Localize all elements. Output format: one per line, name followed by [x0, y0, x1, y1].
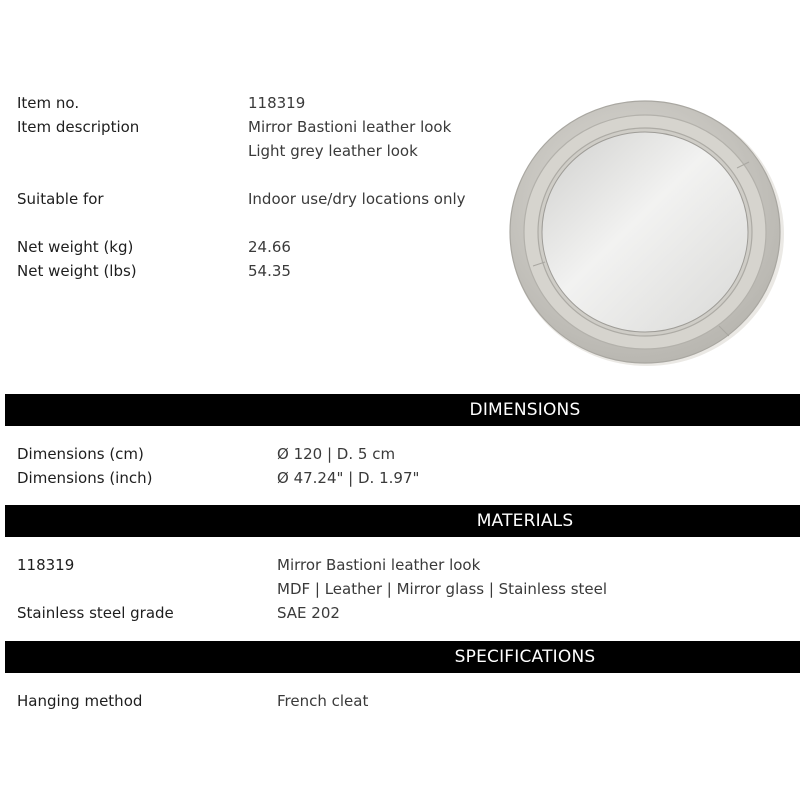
- materials-title: MATERIALS: [476, 511, 574, 531]
- materials-item-line1: Mirror Bastioni leather look: [277, 556, 481, 574]
- materials-item-label: 118319: [17, 556, 75, 574]
- item-description-line1: Mirror Bastioni leather look: [248, 118, 452, 136]
- materials-item-line2: MDF | Leather | Mirror glass | Stainless steel: [277, 580, 608, 598]
- suitable-for-value: Indoor use/dry locations only: [248, 190, 466, 208]
- dimensions-header-bar: [5, 394, 800, 426]
- materials-header-bar: [5, 505, 800, 537]
- specifications-header-bar: [5, 641, 800, 673]
- stainless-steel-grade-label: Stainless steel grade: [17, 604, 174, 622]
- specifications-title: SPECIFICATIONS: [454, 647, 596, 667]
- item-description-label: Item description: [17, 118, 140, 136]
- item-description-line2: Light grey leather look: [248, 142, 418, 160]
- net-weight-lbs-value: 54.35: [248, 262, 291, 280]
- dimensions-cm-label: Dimensions (cm): [17, 445, 144, 463]
- stainless-steel-grade-value: SAE 202: [277, 604, 340, 622]
- dimensions-inch-value: Ø 47.24" | D. 1.97": [277, 469, 420, 487]
- mirror-product-image: [505, 98, 785, 368]
- net-weight-kg-label: Net weight (kg): [17, 238, 134, 256]
- dimensions-title: DIMENSIONS: [469, 400, 581, 420]
- suitable-for-label: Suitable for: [17, 190, 104, 208]
- net-weight-lbs-label: Net weight (lbs): [17, 262, 137, 280]
- hanging-method-label: Hanging method: [17, 692, 143, 710]
- item-no-label: Item no.: [17, 94, 80, 112]
- hanging-method-value: French cleat: [277, 692, 369, 710]
- item-no-value: 118319: [248, 94, 306, 112]
- dimensions-cm-value: Ø 120 | D. 5 cm: [277, 445, 396, 463]
- dimensions-inch-label: Dimensions (inch): [17, 469, 153, 487]
- net-weight-kg-value: 24.66: [248, 238, 291, 256]
